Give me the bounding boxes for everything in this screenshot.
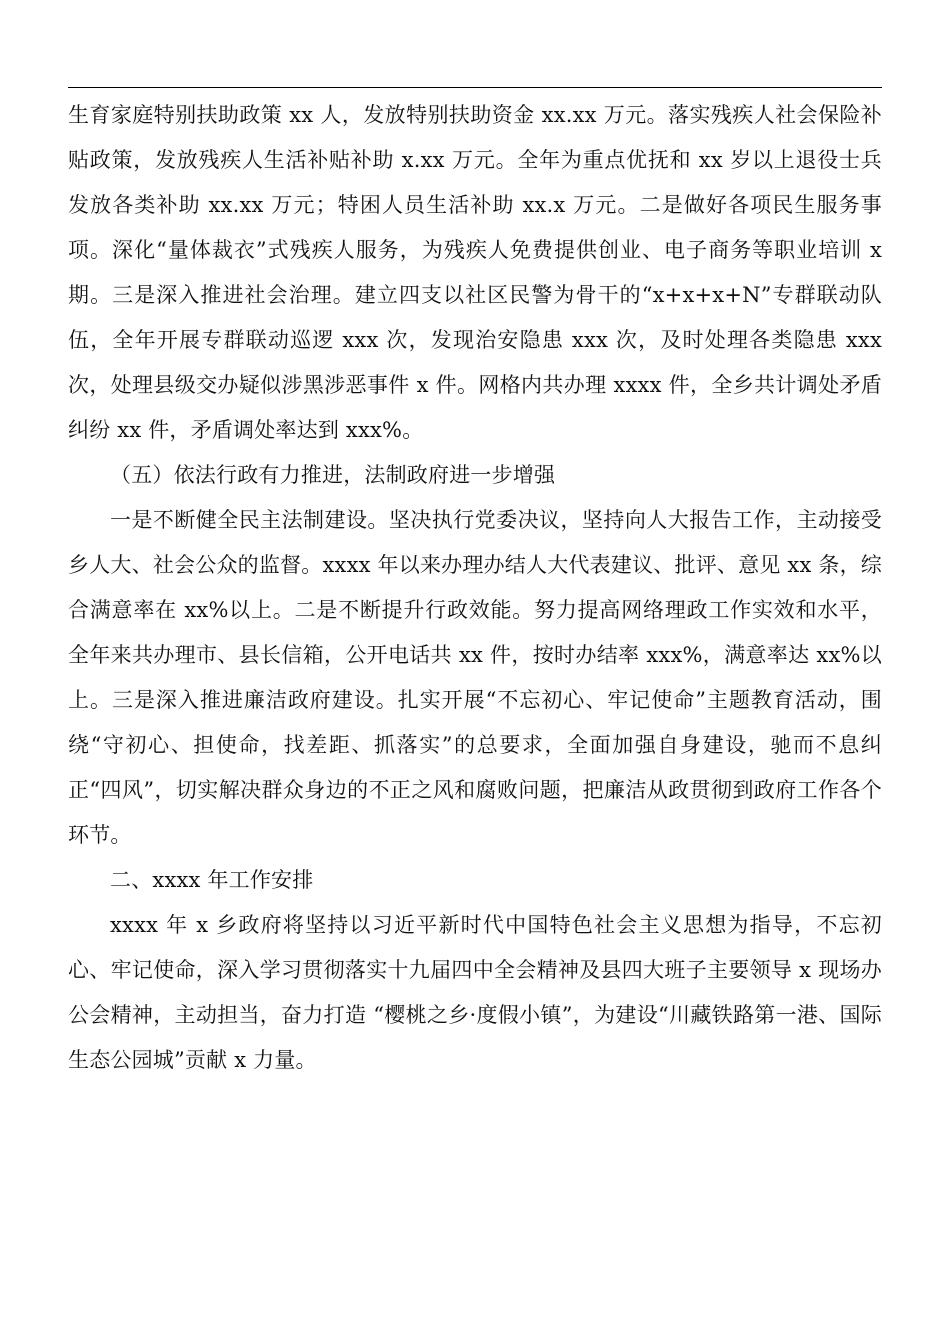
paragraph-legal-admin: 一是不断健全民主法制建设。坚决执行党委决议，坚持向人大报告工作，主动接受乡人大、社会公众的监督。xxxx 年以来办理办结人大代表建议、批评、意见 xx 条，综合满意率在 xx%以上。二是不断提升行政效能。努力提高网络理政工作实效和水平，全年来共办理市、县长信箱，公开电话共 xx 件，按时办结率 xxx%，满意率达 xx%以上。三是深入推进廉洁政府建设。扎实开展“不忘初心、牢记使命”主题教育活动，围绕“守初心、担使命，找差距、抓落实”的总要求，全面加强自身建设，驰而不息纠正“四风”，切实解决群众身边的不正之风和腐败问题，把廉洁从政贯彻到政府工作各个环节。 xyxy=(68,508,882,847)
paragraph-work-plan: xxxx 年 x 乡政府将坚持以习近平新时代中国特色社会主义思想为指导，不忘初心、牢记使命，深入学习贯彻落实十九届四中全会精神及县四大班子主要领导 x 现场办公会精神，主动担当，奋力打造 “樱桃之乡·度假小镇”，为建设“川藏铁路第一港、国际生态公园城”贡献 x 力量。 xyxy=(68,913,882,1072)
paragraph-continued: 生育家庭特别扶助政策 xx 人，发放特别扶助资金 xx.xx 万元。落实残疾人社会保险补贴政策，发放残疾人生活补贴补助 x.xx 万元。全年为重点优抚和 xx 岁以上退役士兵发放各类补助 xx.xx 万元；特困人员生活补助 xx.x 万元。二是做好各项民生服务事项。深化“量体裁衣”式残疾人服务，为残疾人免费提供创业、电子商务等职业培训 x 期。三是深入推进社会治理。建立四支以社区民警为骨干的“x+x+x+N”专群联动队伍，全年开展专群联动巡逻 xxx 次，发现治安隐患 xxx 次，及时处理各类隐患 xxx 次，处理县级交办疑似涉黑涉恶事件 x 件。网格内共办理 xxxx 件，全乡共计调处矛盾纠纷 xx 件，矛盾调处率达到 xxx%。 xyxy=(68,103,882,442)
section-heading-work-plan: 二、xxxx 年工作安排 xyxy=(110,868,314,892)
section-heading-5: （五）依法行政有力推进，法制政府进一步增强 xyxy=(110,463,556,487)
document-body xyxy=(68,93,882,1083)
header-rule xyxy=(68,87,882,88)
